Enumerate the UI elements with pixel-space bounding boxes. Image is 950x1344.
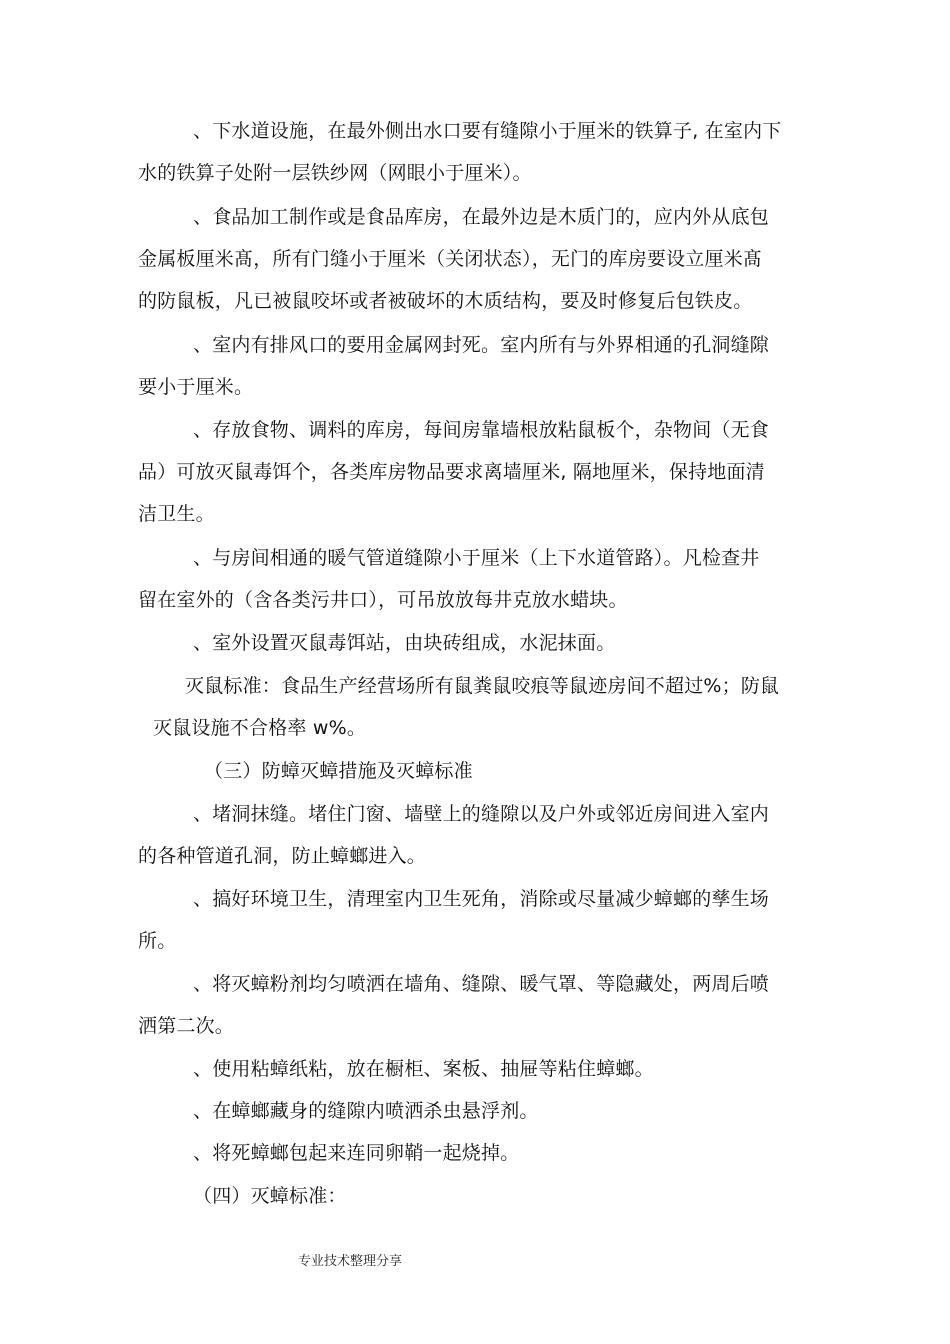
page-footer: 专业技术整理分享 xyxy=(298,1254,403,1269)
text-line: 要小于厘米。 xyxy=(138,376,254,398)
text-line: 品）可放灭鼠毒饵个，各类库房物品要求离墙厘米, 隔地厘米，保持地面清 xyxy=(138,461,765,483)
text-line: 洁卫生。 xyxy=(138,503,215,525)
text-line: 、在蟑螂藏身的缝隙内喷洒杀虫悬浮剂。 xyxy=(193,1100,539,1122)
text-line: 所。 xyxy=(138,930,177,952)
section-heading: （三）防蟑灭蟑措施及灭蟑标准 xyxy=(204,760,473,782)
text-line: 金属板厘米髙，所有门缝小于厘米（关闭状态），无门的库房要设立厘米髙 xyxy=(138,248,763,270)
text-line: 、将灭蟑粉剂均匀喷洒在墙角、缝隙、暖气罩、等隐藏处，两周后喷 xyxy=(193,973,770,995)
text-line: 、搞好环境卫生，清理室内卫生死角，消除或尽量减少蟑螂的孳生场 xyxy=(193,888,770,910)
text-line: 、存放食物、调料的库房，每间房靠墙根放粘鼠板个，杂物间（无食 xyxy=(193,419,770,441)
text-line: 、与房间相通的暖气管道缝隙小于厘米（上下水道管路）。凡检查井 xyxy=(193,547,760,569)
text-line: 灭鼠设施不合格率 w%。 xyxy=(153,717,367,739)
text-line: 、堵洞抹缝。堵住门窗、墙壁上的缝隙以及户外或邻近房间进入室内 xyxy=(193,803,770,825)
text-line: 、室内有排风口的要用金属网封死。室内所有与外界相通的孔洞缝隙 xyxy=(193,334,770,356)
text-line: 、使用粘蟑纸粘，放在橱柜、案板、抽屉等粘住蟑螂。 xyxy=(193,1058,654,1080)
section-heading: （四）灭蟑标准： xyxy=(193,1185,347,1207)
text-line: 洒第二次。 xyxy=(138,1015,235,1037)
text-line: 水的铁算子处附一层铁纱网（网眼小于厘米）。 xyxy=(138,162,532,184)
text-line: 、将死蟑螂包起来连同卵鞘一起烧掉。 xyxy=(193,1142,520,1164)
text-line: 留在室外的（含各类污井口），可吊放放每井克放水蜡块。 xyxy=(138,589,628,611)
text-line: 的各种管道孔洞，防止蟑螂进入。 xyxy=(138,845,427,867)
text-line: 的防鼠板，凡已被鼠咬坏或者被破坏的木质结构，要及时修复后包铁皮。 xyxy=(138,290,753,312)
text-line: 、室外设置灭鼠毒饵站，由块砖组成，水泥抹面。 xyxy=(193,632,616,654)
text-line: 、下水道设施，在最外侧出水口要有缝隙小于厘米的铁算子, 在室内下 xyxy=(193,120,782,142)
text-line: 、食品加工制作或是食品库房，在最外边是木质门的，应内外从底包 xyxy=(193,206,770,228)
text-line: 灭鼠标准：食品生产经营场所有鼠粪鼠咬痕等鼠迹房间不超过%；防鼠 xyxy=(185,675,780,697)
